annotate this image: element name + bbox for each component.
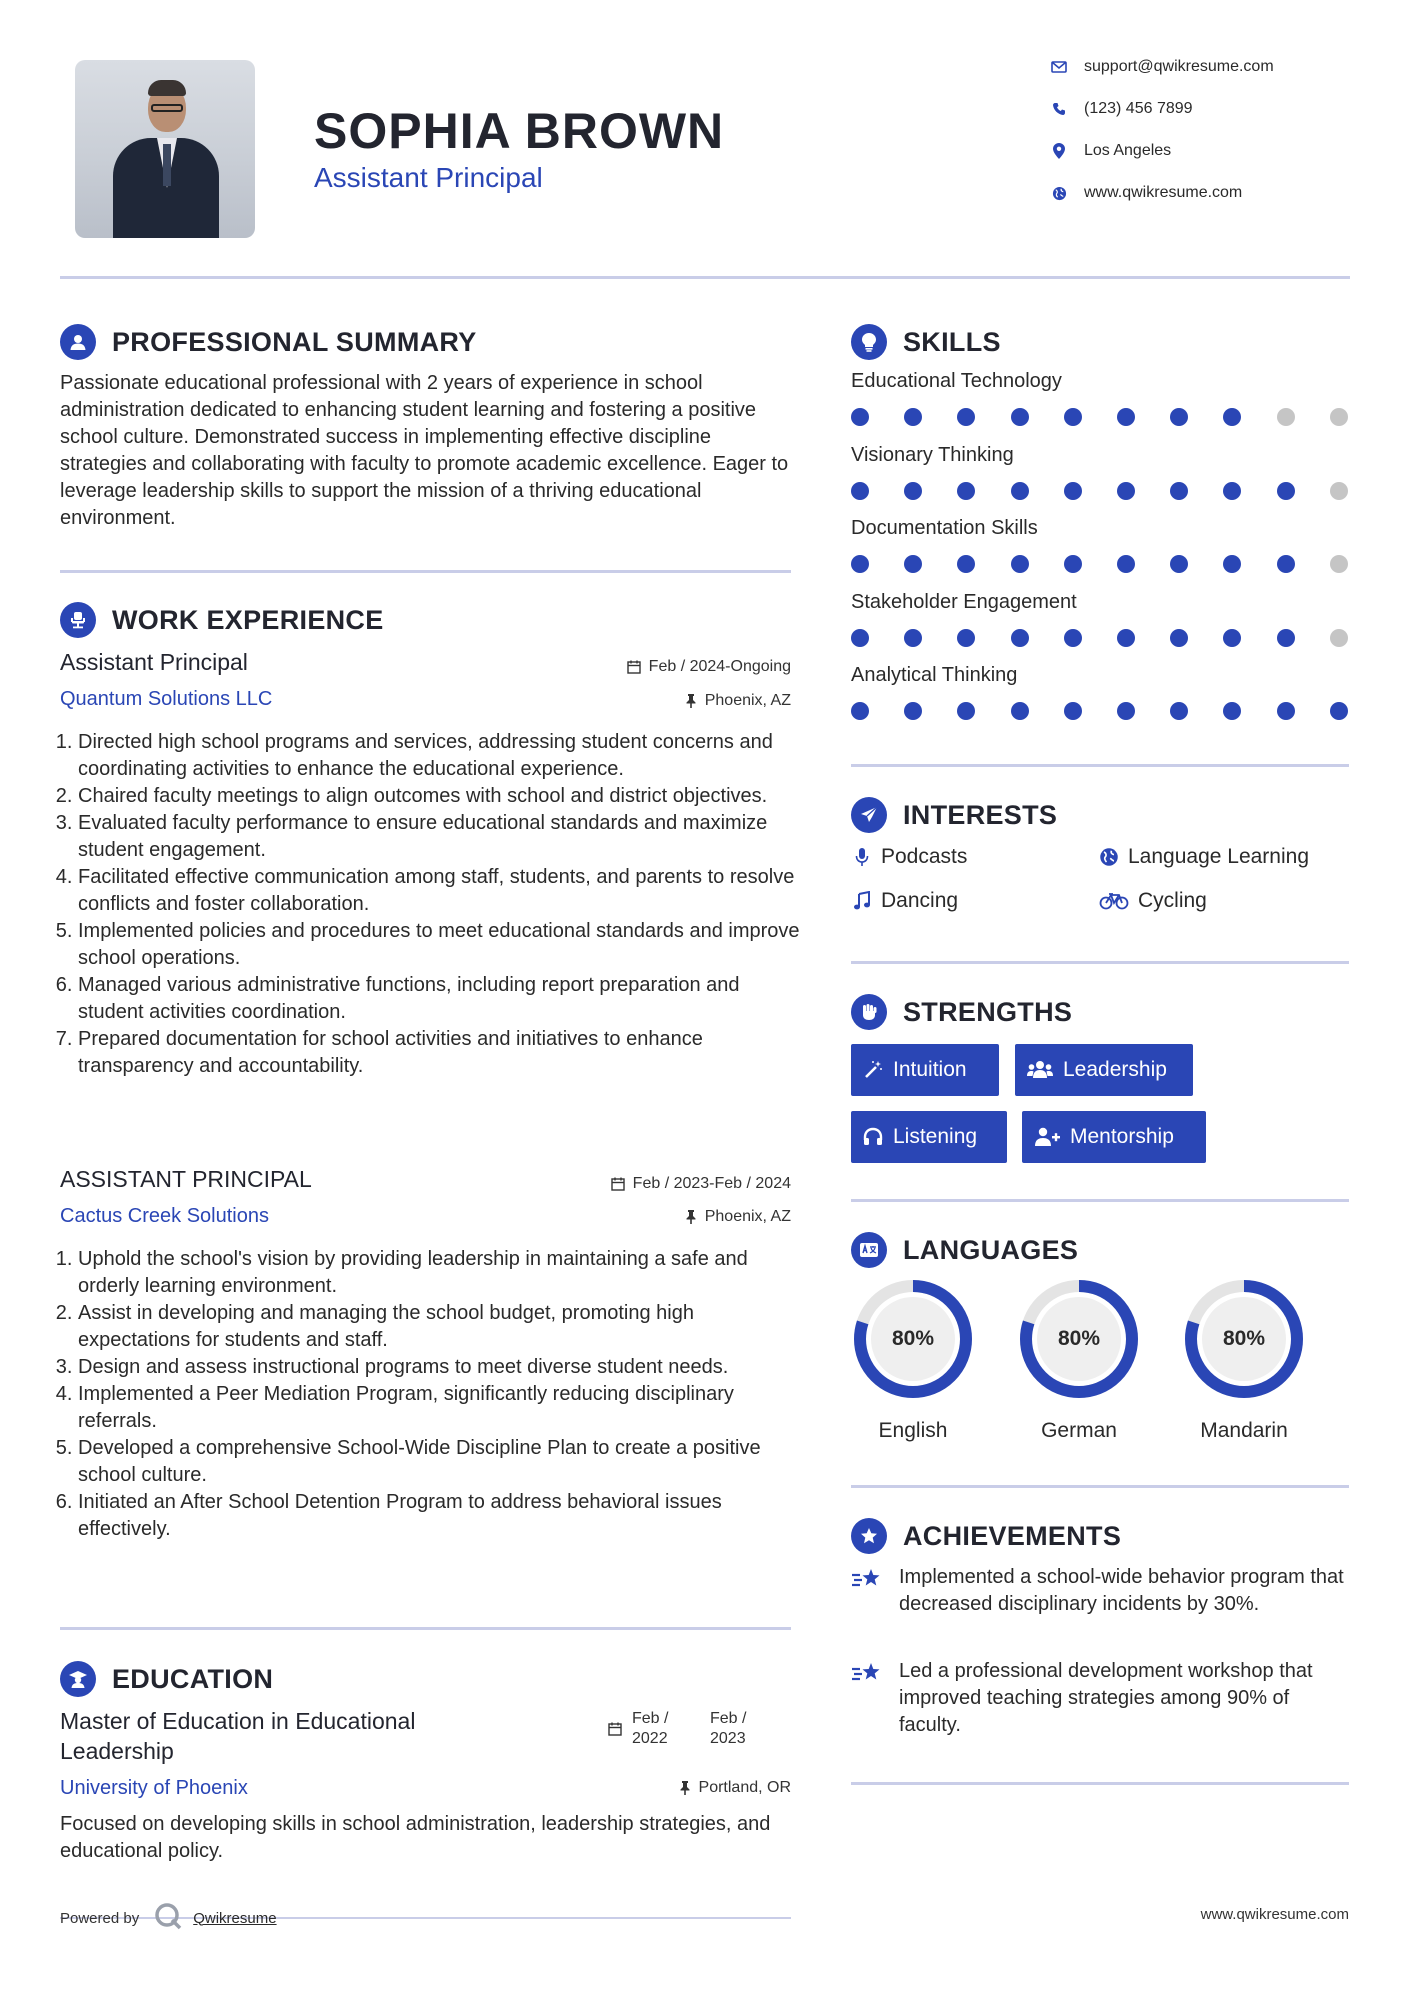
globe-icon bbox=[1048, 186, 1070, 201]
rating-dot-filled bbox=[1011, 702, 1029, 720]
strengths-heading: STRENGTHS bbox=[851, 994, 1072, 1030]
rating-dot-filled bbox=[1117, 482, 1135, 500]
job-1-title: Assistant Principal bbox=[60, 649, 248, 675]
bicycle-icon bbox=[1098, 892, 1130, 910]
skill-rating bbox=[851, 555, 1349, 573]
envelope-icon bbox=[1048, 61, 1070, 73]
language-name: English bbox=[878, 1419, 948, 1442]
achievements-heading: ACHIEVEMENTS bbox=[851, 1518, 1121, 1554]
strength-intuition: Intuition bbox=[851, 1044, 999, 1096]
rating-dot-filled bbox=[851, 702, 869, 720]
achievement-2: Led a professional development workshop that improved teaching strategies among 90% of faculty. bbox=[851, 1658, 1349, 1739]
contact-website-text: www.qwikresume.com bbox=[1084, 184, 1243, 201]
list-item: 5. Developed a comprehensive School-Wide Discipline Plan to create a positive school culture. bbox=[78, 1435, 800, 1489]
skill-name: Stakeholder Engagement bbox=[851, 590, 1077, 613]
rating-dot-empty bbox=[1330, 408, 1348, 426]
job-1-dates: Feb / 2024-Ongoing bbox=[500, 658, 791, 676]
language-item bbox=[851, 1277, 975, 1443]
contact-website[interactable] bbox=[1048, 184, 1378, 202]
rating-dot-filled bbox=[957, 629, 975, 647]
rating-dot-filled bbox=[957, 408, 975, 426]
experience-heading: WORK EXPERIENCE bbox=[60, 602, 384, 638]
rating-dot-filled bbox=[1064, 408, 1082, 426]
rating-dot-filled bbox=[1223, 702, 1241, 720]
summary-text: Passionate educational professional with 2 years of experience in school administration dedicated to enhancing student learning and fostering a positive school culture. Demonstrated success in implementing effective discipline strategies and collaborating with faculty to promote academic excellence. Eager to leverage leadership skills to support the mission of a thriving educational environment. bbox=[60, 372, 789, 529]
job-1-company: Quantum Solutions LLC bbox=[60, 688, 273, 710]
footer-website[interactable]: www.qwikresume.com bbox=[1200, 1906, 1349, 1923]
rating-dot-filled bbox=[1277, 555, 1295, 573]
education-heading: EDUCATION bbox=[60, 1661, 273, 1697]
experience-divider bbox=[60, 1627, 791, 1630]
education-school: University of Phoenix bbox=[60, 1777, 248, 1799]
rating-dot-empty bbox=[1330, 629, 1348, 647]
list-item: 3. Design and assess instructional programs to meet diverse student needs. bbox=[78, 1354, 800, 1381]
rating-dot-filled bbox=[1170, 482, 1188, 500]
profile-photo bbox=[75, 60, 255, 238]
skill-name: Documentation Skills bbox=[851, 517, 1038, 539]
summary-divider bbox=[60, 570, 791, 573]
user-plus-icon bbox=[1034, 1127, 1060, 1147]
rating-dot-filled bbox=[904, 629, 922, 647]
interest-cycling: Cycling bbox=[1098, 889, 1207, 913]
strength-leadership: Leadership bbox=[1015, 1044, 1193, 1096]
language-name: German bbox=[1041, 1419, 1117, 1442]
contact-location-text: Los Angeles bbox=[1084, 142, 1172, 159]
candidate-name: SOPHIA BROWN bbox=[314, 103, 725, 159]
interest-language-learning: Language Learning bbox=[1098, 845, 1309, 869]
contact-email[interactable] bbox=[1048, 58, 1378, 76]
paper-plane-icon bbox=[851, 797, 887, 833]
skill-rating bbox=[851, 702, 1349, 720]
rating-dot-filled bbox=[1170, 629, 1188, 647]
language-item bbox=[1017, 1277, 1141, 1443]
education-description: Focused on developing skills in school administration, leadership strategies, and educational policy. bbox=[60, 1813, 771, 1862]
phone-icon bbox=[1048, 102, 1070, 116]
list-item: 7. Prepared documentation for school activities and initiatives to enhance transparency and accountability. bbox=[78, 1026, 800, 1080]
contact-phone-text: (123) 456 7899 bbox=[1084, 100, 1193, 117]
summary-heading: PROFESSIONAL SUMMARY bbox=[60, 324, 477, 360]
map-pin-icon bbox=[1048, 143, 1070, 159]
education-location: Portland, OR bbox=[500, 1779, 791, 1797]
strength-listening: Listening bbox=[851, 1111, 1007, 1163]
job-1-duties bbox=[60, 729, 800, 1080]
lightbulb-icon bbox=[851, 324, 887, 360]
rating-dot-filled bbox=[1223, 555, 1241, 573]
rating-dot-filled bbox=[1011, 629, 1029, 647]
calendar-icon bbox=[608, 1722, 622, 1736]
thumbtack-icon bbox=[679, 1781, 691, 1795]
rating-dot-filled bbox=[1170, 408, 1188, 426]
language-ring bbox=[1182, 1277, 1306, 1401]
rating-dot-filled bbox=[1117, 629, 1135, 647]
skill-name: Educational Technology bbox=[851, 370, 1062, 392]
rating-dot-filled bbox=[1170, 555, 1188, 573]
magic-wand-icon bbox=[863, 1060, 883, 1080]
list-item: 2. Assist in developing and managing the school budget, promoting high expectations for students and staff. bbox=[78, 1300, 800, 1354]
list-item: 4. Facilitated effective communication among staff, students, and parents to resolve conflicts and foster collaboration. bbox=[78, 864, 800, 918]
achievements-divider bbox=[851, 1782, 1349, 1785]
rating-dot-filled bbox=[1277, 482, 1295, 500]
rating-dot-filled bbox=[1223, 482, 1241, 500]
star-badge-icon bbox=[851, 1518, 887, 1554]
contact-email-text: support@qwikresume.com bbox=[1084, 58, 1274, 75]
rating-dot-filled bbox=[904, 408, 922, 426]
users-icon bbox=[1027, 1060, 1053, 1080]
header-divider bbox=[60, 276, 1350, 279]
shooting-star-icon bbox=[851, 1564, 885, 1618]
rating-dot-filled bbox=[1064, 629, 1082, 647]
rating-dot-empty bbox=[1277, 408, 1295, 426]
language-percent: 80% bbox=[1057, 1327, 1101, 1350]
skill-rating bbox=[851, 482, 1349, 500]
language-percent: 80% bbox=[1222, 1327, 1266, 1350]
rating-dot-filled bbox=[1117, 702, 1135, 720]
rating-dot-filled bbox=[1011, 482, 1029, 500]
skill-rating bbox=[851, 629, 1349, 647]
job-1-location: Phoenix, AZ bbox=[500, 692, 791, 710]
contact-phone[interactable] bbox=[1048, 100, 1378, 118]
education-degree: Master of Education in Educational Leadership bbox=[60, 1708, 416, 1764]
thumbtack-icon bbox=[685, 694, 697, 708]
skill-name: Visionary Thinking bbox=[851, 443, 1014, 466]
languages-heading: LANGUAGES bbox=[851, 1232, 1078, 1268]
strength-mentorship: Mentorship bbox=[1022, 1111, 1206, 1163]
graduate-icon bbox=[60, 1661, 96, 1697]
language-name: Mandarin bbox=[1200, 1419, 1288, 1442]
qwikresume-logo-icon bbox=[153, 1901, 183, 1935]
job-2-duties bbox=[60, 1246, 800, 1543]
rating-dot-filled bbox=[1170, 702, 1188, 720]
rating-dot-empty bbox=[1330, 555, 1348, 573]
skills-divider bbox=[851, 764, 1349, 767]
rating-dot-filled bbox=[851, 408, 869, 426]
rating-dot-filled bbox=[904, 702, 922, 720]
shooting-star-icon bbox=[851, 1658, 885, 1739]
interests-heading: INTERESTS bbox=[851, 797, 1057, 833]
rating-dot-filled bbox=[1011, 555, 1029, 573]
rating-dot-filled bbox=[957, 702, 975, 720]
rating-dot-filled bbox=[904, 555, 922, 573]
interest-podcasts: Podcasts bbox=[851, 845, 967, 869]
rating-dot-filled bbox=[1223, 629, 1241, 647]
rating-dot-filled bbox=[1011, 408, 1029, 426]
language-item bbox=[1182, 1277, 1306, 1443]
rating-dot-empty bbox=[1330, 482, 1348, 500]
skill-rating bbox=[851, 408, 1349, 426]
job-2-company: Cactus Creek Solutions bbox=[60, 1205, 269, 1227]
list-item: 1. Directed high school programs and services, addressing student concerns and coordinating activities to enhance the educational experience. bbox=[78, 729, 800, 783]
rating-dot-filled bbox=[1330, 702, 1348, 720]
job-2-dates: Feb / 2023-Feb / 2024 bbox=[480, 1175, 791, 1193]
rating-dot-filled bbox=[1223, 408, 1241, 426]
language-percent: 80% bbox=[891, 1327, 935, 1350]
thumbtack-icon bbox=[685, 1210, 697, 1224]
rating-dot-filled bbox=[1064, 482, 1082, 500]
interests-divider bbox=[851, 961, 1349, 964]
rating-dot-filled bbox=[1277, 629, 1295, 647]
calendar-icon bbox=[627, 660, 641, 674]
language-ring bbox=[851, 1277, 975, 1401]
rating-dot-filled bbox=[851, 555, 869, 573]
rating-dot-filled bbox=[1064, 702, 1082, 720]
music-note-icon bbox=[851, 891, 873, 911]
rating-dot-filled bbox=[1117, 555, 1135, 573]
interest-dancing: Dancing bbox=[851, 889, 958, 913]
contact-location bbox=[1048, 142, 1378, 160]
rating-dot-filled bbox=[851, 482, 869, 500]
user-icon bbox=[60, 324, 96, 360]
resume-page: SOPHIA BROWN Assistant Principal support@qwikresume.com (123) 456 7899 Los Angeles www.qwikresume.com PROFESSIONAL SUMMARY Passionate educational professional with 2 years of experience in school administration dedicated to enhancing student learning and fostering a positive school culture. Demonstrated success in implementing effective discipline strategies and collaborating with faculty to promote academic excellence. Eager to leverage leadership skills to support the mission of a thriving educational environment. WORK EXPERIENCE Assistant Principal Feb / 2024-Ongoing Quantum Solutions LLC Phoenix, AZ 1. Directed high school programs and services, addressing student concerns and coordinating activities to enhance the educational experience. 2. Chaired faculty meetings to align outcomes with school and district objectives. 3. Evaluated faculty performance to ensure educational standards and maximize student engagement. 4. Facilitated effective communication among staff, students, and parents to resolve conflicts and foster collaboration. 5. Implemented policies and procedures to meet educational standards and improve school operations. 6. Managed various administrative functions, including report preparation and student activities coordination. 7. Prepared documentation for school activities and initiatives to enhance transparency and accountability. ASSISTANT PRINCIPAL Feb / 2023-Feb / 2024 Cactus Creek Solutions Phoenix, AZ 1. Uphold the school's vision by providing leadership in maintaining a safe and orderly learning environment. 2. Assist in developing and managing the school budget, promoting high expectations for students and staff. 3. Design and assess instructional programs to meet diverse student needs. 4. Implemented a Peer Mediation Program, significantly reducing disciplinary referrals. 5. Developed a comprehensive School-Wide Discipline Plan to create a positive school culture. 6. Initiated an After School Detention Program to address behavioral issues effectively. EDUCATION Master of Education in Educational Leadership Feb / 2022 Feb / 2023 University of Phoenix Portland, OR Focused on developing skills in school administration, leadership strategies, and educational policy. SKILLS Educational Technology Visionary Thinking Documentation Skills Stakeholder Engagement Analytical Thinking INTERESTS Podcasts Language Learning Dancing Cycling STRENGTHS Intuition Leadership Listening Mentorship LANGUAGES 80% English 80% German 80% Mandarin ACHIEVEMENTS Implemented a school-wide behavior program that decreased disciplinary incidents by 30%. Led a professional development workshop that improved teaching strategies among 90% of faculty. Powered by Qwikresume www.qwikresume.com bbox=[0, 0, 1407, 1990]
job-2-location: Phoenix, AZ bbox=[500, 1208, 791, 1226]
skill-name: Analytical Thinking bbox=[851, 664, 1018, 686]
language-ring bbox=[1017, 1277, 1141, 1401]
headphones-icon bbox=[863, 1127, 883, 1147]
rating-dot-filled bbox=[1117, 408, 1135, 426]
list-item: 6. Initiated an After School Detention Program to address behavioral issues effectively. bbox=[78, 1489, 800, 1543]
office-chair-icon bbox=[60, 602, 96, 638]
job-2-title: ASSISTANT PRINCIPAL bbox=[60, 1166, 312, 1192]
achievement-1: Implemented a school-wide behavior program that decreased disciplinary incidents by 30%. bbox=[851, 1564, 1349, 1618]
fist-icon bbox=[851, 994, 887, 1030]
list-item: 5. Implemented policies and procedures to meet educational standards and improve school operations. bbox=[78, 918, 800, 972]
footer-powered-by: Powered by Qwikresume bbox=[60, 1901, 277, 1935]
languages-divider bbox=[851, 1485, 1349, 1488]
list-item: 4. Implemented a Peer Mediation Program, significantly reducing disciplinary referrals. bbox=[78, 1381, 800, 1435]
strengths-divider bbox=[851, 1199, 1349, 1202]
microphone-icon bbox=[851, 847, 873, 867]
calendar-icon bbox=[611, 1177, 625, 1191]
list-item: 3. Evaluated faculty performance to ensure educational standards and maximize student engagement. bbox=[78, 810, 800, 864]
rating-dot-filled bbox=[1277, 702, 1295, 720]
rating-dot-filled bbox=[1064, 555, 1082, 573]
list-item: 2. Chaired faculty meetings to align outcomes with school and district objectives. bbox=[78, 783, 800, 810]
rating-dot-filled bbox=[957, 555, 975, 573]
list-item: 1. Uphold the school's vision by providing leadership in maintaining a safe and orderly learning environment. bbox=[78, 1246, 800, 1300]
language-card-icon bbox=[851, 1232, 887, 1268]
globe-icon bbox=[1098, 847, 1120, 867]
candidate-title: Assistant Principal bbox=[314, 162, 543, 193]
qwikresume-link[interactable]: Qwikresume bbox=[193, 1909, 277, 1927]
skills-heading: SKILLS bbox=[851, 324, 1001, 360]
rating-dot-filled bbox=[904, 482, 922, 500]
rating-dot-filled bbox=[851, 629, 869, 647]
rating-dot-filled bbox=[957, 482, 975, 500]
list-item: 6. Managed various administrative functions, including report preparation and student activities coordination. bbox=[78, 972, 800, 1026]
